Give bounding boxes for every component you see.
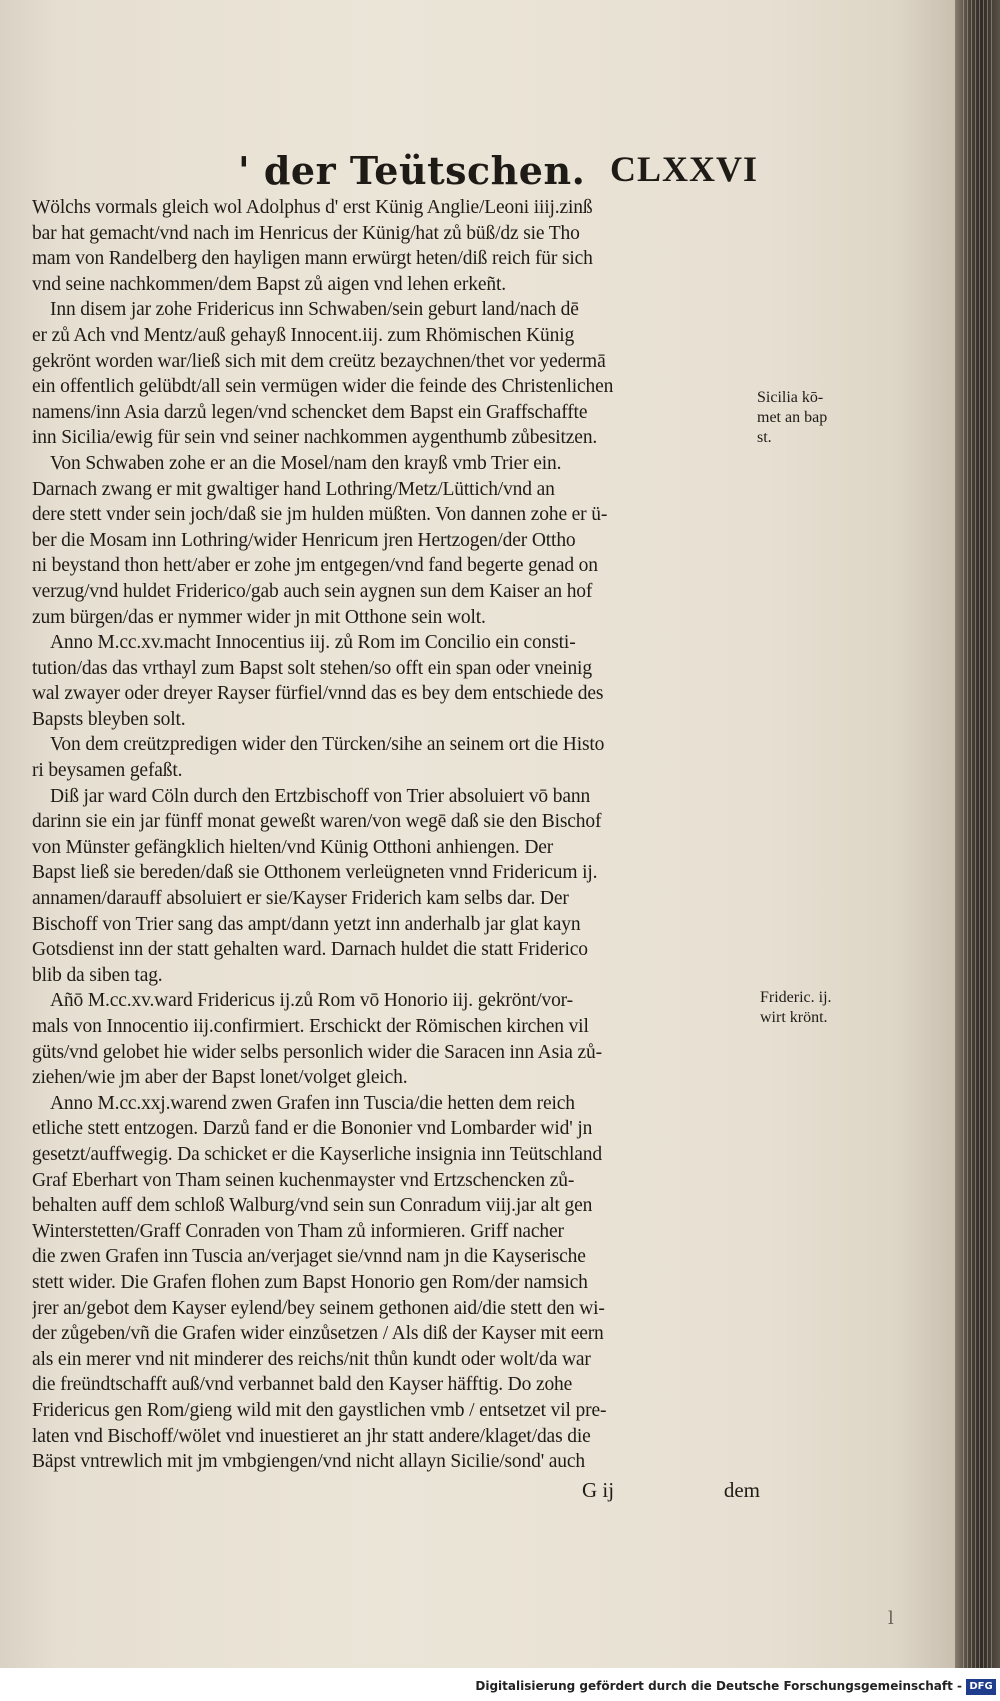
text-line: Von Schwaben zohe er an die Mosel/nam den krayß vmb Trier ein. <box>50 452 562 474</box>
text-line: mals von Innocentio iij.confirmiert. Erschickt der Römischen kirchen vil <box>32 1016 589 1037</box>
digitization-footer <box>0 1677 1000 1701</box>
text-line: zum bürgen/das er nymmer wider jn mit Otthone sein wolt. <box>32 606 486 628</box>
text-line: er zů Ach vnd Mentz/auß gehayß Innocent.iij. zum Rhömischen Künig <box>32 324 575 346</box>
margin-note-line: st. <box>757 429 772 446</box>
running-head <box>238 148 758 198</box>
running-head-title: ' der Teütschen. <box>238 148 586 193</box>
text-line: ri beysamen gefaßt. <box>32 760 183 782</box>
text-line: behalten auff dem schloß Walburg/vnd sein sun Conradum viij.jar alt gen <box>32 1195 593 1217</box>
text-line: ein offentlich gelübdt/all sein vermügen wider die feinde des Christenlichen <box>32 376 614 398</box>
text-line: ni beystand thon hett/aber er zohe jm entgegen/vnd fand begerte genad on <box>32 555 598 577</box>
text-line: als ein merer vnd nit minderer des reichs/nit thůn kundt oder wolt/da war <box>32 1348 591 1370</box>
text-line: Winterstetten/Graff Conraden von Tham zů informieren. Griff nacher <box>32 1220 564 1242</box>
text-line: der zůgeben/vñ die Grafen wider einzůsetzen / Als diß der Kayser mit eern <box>32 1323 604 1345</box>
page-edge-lines <box>963 0 993 1668</box>
text-line: etliche stett entzogen. Darzů fand er die Bononier vnd Lombarder wid' jn <box>32 1118 593 1140</box>
text-line: gekrönt worden war/ließ sich mit dem creütz bezaychnen/thet vor yedermā <box>32 350 606 372</box>
footer-credit: Digitalisierung gefördert durch die Deutsche Forschungsgemeinschaft - <box>475 1679 962 1693</box>
catchword: dem <box>723 1478 760 1502</box>
text-line: gesetzt/auffwegig. Da schicket er die Kayserliche insignia inn Teütschland <box>32 1143 602 1165</box>
text-line: verzug/vnd huldet Friderico/gab auch sein aygnen sun dem Kaiser an hof <box>32 580 593 602</box>
text-line: blib da siben tag. <box>32 964 163 986</box>
text-line: Bapst ließ sie bereden/daß sie Otthonem verleügneten vnnd Fridericum ij. <box>32 862 598 884</box>
text-line: Inn disem jar zohe Fridericus inn Schwaben/sein geburt land/nach dē <box>50 299 579 321</box>
text-line: ziehen/wie jm aber der Bapst lonet/volget gleich. <box>32 1067 408 1089</box>
text-line: stett wider. Die Grafen flohen zum Bapst Honorio gen Rom/der namsich <box>32 1271 588 1293</box>
text-line: vnd seine nachkommen/dem Bapst zů aigen vnd lehen erkeñt. <box>32 273 506 295</box>
text-line: Anno M.cc.xv.macht Innocentius iij. zů Rom im Concilio ein consti- <box>50 632 576 654</box>
text-line: Von dem creützpredigen wider den Türcken/sihe an seinem ort die Histo <box>50 734 605 756</box>
text-line: laten vnd Bischoff/wölet vnd inuestieret an jhr statt andere/klaget/das die <box>32 1425 591 1447</box>
text-line: jrer an/gebot dem Kayser eylend/bey seinem gethonen aid/die stett den wi- <box>32 1297 605 1319</box>
margin-note-sicilia <box>757 388 857 448</box>
text-line: wal zwayer oder dreyer Rayser fürfiel/vnnd das es bey dem entschiede des <box>32 683 604 705</box>
text-line: Anno M.cc.xxj.warend zwen Grafen inn Tuscia/die hetten dem reich <box>50 1092 575 1114</box>
stray-pen-mark: l <box>888 1608 894 1629</box>
text-line: von Münster gefängklich hielten/vnd Künig Otthoni anhiengen. Der <box>32 836 554 858</box>
folio-number: CLXXVI <box>609 149 758 189</box>
text-line: ber die Mosam inn Lothring/wider Henricum jren Hertzogen/der Ottho <box>32 529 576 551</box>
margin-note-frideric <box>760 988 860 1028</box>
catchline <box>560 1478 760 1508</box>
margin-note-line: Sicilia kō- <box>757 389 824 406</box>
text-line: Bäpst vntrewlich mit jm vmbgiengen/vnd nicht allayn Sicilie/sond' auch <box>32 1451 586 1473</box>
text-line: tution/das das vrthayl zum Bapst solt stehen/so offt ein span oder vneinig <box>32 657 592 679</box>
text-line: Gotsdienst inn der statt gehalten ward. Darnach huldet die statt Friderico <box>32 939 588 961</box>
text-line: darinn sie ein jar fünff monat geweßt waren/von wegē daß sie den Bischof <box>32 811 602 833</box>
dfg-logo: DFG <box>966 1679 996 1695</box>
signature-mark: G ij <box>582 1478 615 1502</box>
book-edge <box>955 0 1000 1668</box>
text-line: Añō M.cc.xv.ward Fridericus ij.zů Rom vō Honorio iij. gekrönt/vor- <box>50 990 573 1012</box>
margin-note-line: met an bap <box>757 409 828 426</box>
body-text <box>32 195 760 1475</box>
text-line: mam von Randelberg den hayligen mann erwürgt heten/diß reich für sich <box>32 248 593 270</box>
text-line: bar hat gemacht/vnd nach im Henricus der Künig/hat zů büß/dz sie Tho <box>32 222 580 244</box>
text-line: Wölchs vormals gleich wol Adolphus d' erst Künig Anglie/Leoni iiij.zinß <box>32 197 593 218</box>
text-line: Diß jar ward Cöln durch den Ertzbischoff von Trier absoluiert vō bann <box>50 785 591 807</box>
text-line: inn Sicilia/ewig für sein vnd seiner nachkommen aygenthumb zůbesitzen. <box>32 427 598 449</box>
text-line: annamen/darauff absoluiert er sie/Kayser Friderich kam selbs dar. Der <box>32 888 569 910</box>
text-line: güts/vnd gelobet hie wider selbs personlich wider die Saracen inn Asia zů- <box>32 1041 602 1063</box>
text-line: die zwen Grafen inn Tuscia an/verjaget sie/vnnd nam jn die Kayserische <box>32 1246 586 1268</box>
text-line: dere stett vnder sein joch/daß sie jm hulden müßten. Von dannen zohe er ü- <box>32 504 608 526</box>
text-line: die freündtschafft auß/vnd verbannet bald den Kayser häfftig. Do zohe <box>32 1374 573 1396</box>
text-line: namens/inn Asia darzů legen/vnd schencket dem Bapst ein Graffschaffte <box>32 401 588 423</box>
text-line: Fridericus gen Rom/gieng wild mit den gaystlichen vmb / entsetzet vil pre- <box>32 1399 607 1421</box>
text-line: Bischoff von Trier sang das ampt/dann yetzt inn anderhalb jar glat kayn <box>32 913 581 935</box>
text-line: Darnach zwang er mit gwaltiger hand Lothring/Metz/Lüttich/vnd an <box>32 478 555 500</box>
margin-note-line: wirt krönt. <box>760 1009 828 1026</box>
text-line: Bapsts bleyben solt. <box>32 708 186 730</box>
text-line: Graf Eberhart von Tham seinen kuchenmayster vnd Ertzschencken zů- <box>32 1169 575 1191</box>
margin-note-line: Frideric. ij. <box>760 989 832 1006</box>
